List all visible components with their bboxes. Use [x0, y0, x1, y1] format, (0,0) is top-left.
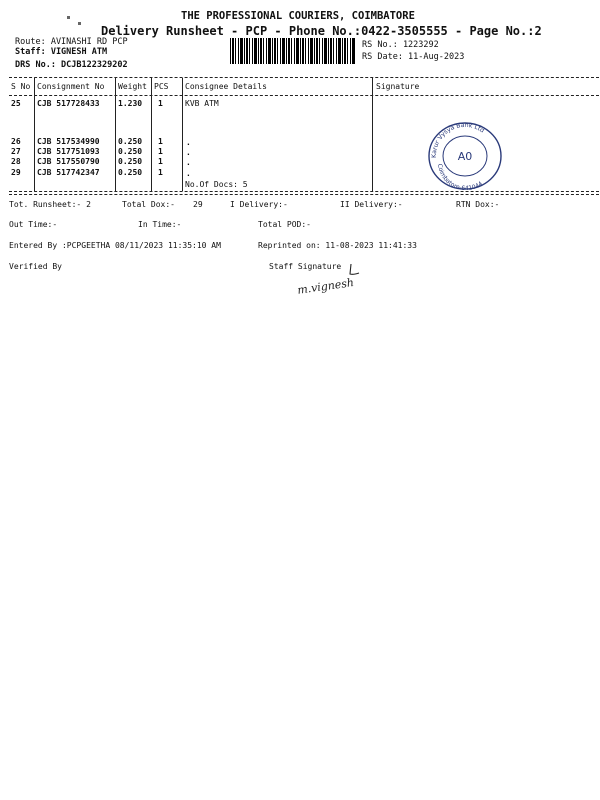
row-sno: 28	[11, 157, 21, 166]
in-time: In Time:-	[138, 220, 182, 229]
total-pod: Total POD:-	[258, 220, 311, 229]
row-sno: 26	[11, 137, 21, 146]
svg-text:Coimbatore-641044	[436, 163, 484, 192]
row-weight: 0.250	[118, 137, 143, 146]
i-delivery: I Delivery:-	[230, 200, 288, 209]
col-header-signature: Signature	[376, 82, 420, 91]
row-pcs: 1	[158, 147, 163, 156]
row-consignment: CJB 517742347	[37, 168, 100, 177]
scan-dot	[78, 22, 81, 25]
column-divider	[182, 78, 183, 191]
table-top-rule	[9, 77, 599, 78]
row-weight: 0.250	[118, 147, 143, 156]
signature-text: m.vignesh	[296, 276, 355, 297]
staff-signature	[295, 262, 367, 298]
stamp-code: A0	[457, 150, 473, 163]
table-bottom-rule	[9, 191, 599, 192]
no-of-docs: No.Of Docs: 5	[185, 180, 248, 189]
row-pcs: 1	[158, 168, 163, 177]
row-consignment: CJB 517728433	[37, 99, 100, 108]
row-weight: 1.230	[118, 99, 143, 108]
row-sno: 27	[11, 147, 21, 156]
staff-signature-label: Staff Signature	[269, 262, 342, 271]
row-pcs: 1	[158, 137, 163, 146]
company-name: THE PROFESSIONAL COURIERS, COIMBATORE	[181, 10, 415, 22]
column-divider	[151, 78, 152, 191]
row-consignee: .	[186, 138, 191, 147]
column-divider	[372, 78, 373, 191]
barcode	[230, 38, 356, 64]
row-consignee: .	[186, 169, 191, 178]
total-dox-label: Total Dox:-	[122, 200, 175, 209]
table-header-rule	[9, 95, 599, 96]
row-consignee: KVB ATM	[185, 99, 219, 108]
row-consignee: .	[186, 158, 191, 167]
stamp-top-text: Karur Vysya Bank Ltd	[430, 121, 486, 159]
col-header-sno: S No	[11, 82, 31, 91]
row-weight: 0.250	[118, 168, 143, 177]
out-time: Out Time:-	[9, 220, 58, 229]
row-consignee: .	[186, 148, 191, 157]
col-header-weight: Weight	[118, 82, 147, 91]
drs-number: DRS No.: DCJB122329202	[15, 60, 128, 70]
row-sno: 25	[11, 99, 21, 108]
rs-number: RS No.: 1223292	[362, 40, 439, 50]
col-header-consignee: Consignee Details	[185, 82, 267, 91]
stamp-bottom-text: Coimbatore-641044	[435, 163, 485, 192]
row-pcs: 1	[158, 99, 163, 108]
table-bottom-rule-2	[9, 194, 599, 195]
row-weight: 0.250	[118, 157, 143, 166]
column-divider	[115, 78, 116, 191]
row-consignment: CJB 517751093	[37, 147, 100, 156]
route-label: Route: AVINASHI RD PCP	[15, 37, 128, 47]
row-consignment: CJB 517550790	[37, 157, 100, 166]
ii-delivery: II Delivery:-	[340, 200, 403, 209]
column-divider	[34, 78, 35, 191]
col-header-consignment: Consignment No	[37, 82, 105, 91]
rs-date: RS Date: 11-Aug-2023	[362, 52, 465, 62]
tot-runsheet: Tot. Runsheet:- 2	[9, 200, 91, 209]
runsheet-title: Delivery Runsheet - PCP - Phone No.:0422-3505555 - Page No.:2	[101, 24, 542, 38]
verified-by: Verified By	[9, 262, 62, 271]
reprinted-on: Reprinted on: 11-08-2023 11:41:33	[258, 241, 417, 250]
row-consignment: CJB 517534990	[37, 137, 100, 146]
bank-stamp	[426, 120, 504, 192]
entered-by: Entered By :PCPGEETHA 08/11/2023 11:35:10 AM	[9, 241, 221, 250]
rtn-dox: RTN Dox:-	[456, 200, 500, 209]
row-pcs: 1	[158, 157, 163, 166]
row-sno: 29	[11, 168, 21, 177]
col-header-pcs: PCS	[154, 82, 169, 91]
staff-label: Staff: VIGNESH ATM	[15, 47, 108, 57]
total-dox-value: 29	[193, 200, 203, 209]
scan-dot	[67, 16, 70, 19]
